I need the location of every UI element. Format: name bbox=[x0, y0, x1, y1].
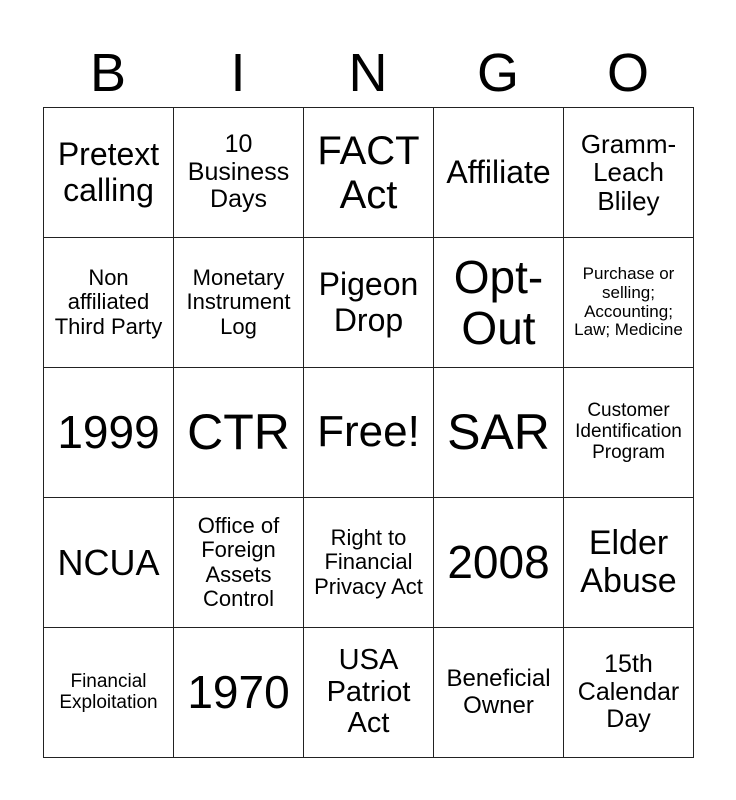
bingo-cell[interactable]: FACT Act bbox=[304, 108, 434, 238]
bingo-header bbox=[43, 40, 693, 106]
bingo-cell[interactable]: Monetary Instrument Log bbox=[174, 238, 304, 368]
bingo-cell[interactable]: Non affiliated Third Party bbox=[44, 238, 174, 368]
bingo-cell[interactable]: Affiliate bbox=[434, 108, 564, 238]
bingo-cell[interactable]: 1970 bbox=[174, 628, 304, 758]
bingo-cell[interactable]: CTR bbox=[174, 368, 304, 498]
bingo-cell[interactable]: NCUA bbox=[44, 498, 174, 628]
header-letter-g: G bbox=[476, 43, 519, 103]
bingo-cell[interactable]: Right to Financial Privacy Act bbox=[304, 498, 434, 628]
bingo-cell[interactable]: Beneficial Owner bbox=[434, 628, 564, 758]
bingo-row bbox=[44, 238, 694, 368]
bingo-cell[interactable]: Pretext calling bbox=[44, 108, 174, 238]
bingo-cell[interactable]: 10 Business Days bbox=[174, 108, 304, 238]
bingo-cell[interactable]: 15th Calendar Day bbox=[564, 628, 694, 758]
bingo-row bbox=[44, 368, 694, 498]
bingo-row bbox=[44, 498, 694, 628]
bingo-cell[interactable]: 2008 bbox=[434, 498, 564, 628]
header-letter-i: I bbox=[230, 43, 246, 103]
header-letter-b: B bbox=[89, 43, 127, 103]
bingo-row bbox=[44, 108, 694, 238]
bingo-cell[interactable]: Financial Exploitation bbox=[44, 628, 174, 758]
bingo-cell[interactable]: Elder Abuse bbox=[564, 498, 694, 628]
bingo-cell[interactable]: SAR bbox=[434, 368, 564, 498]
bingo-cell[interactable]: Opt-Out bbox=[434, 238, 564, 368]
bingo-card bbox=[43, 107, 694, 758]
bingo-cell[interactable]: Customer Identification Program bbox=[564, 368, 694, 498]
bingo-cell[interactable]: Free! bbox=[304, 368, 434, 498]
bingo-cell[interactable]: Office of Foreign Assets Control bbox=[174, 498, 304, 628]
bingo-cell[interactable]: Gramm-Leach Bliley bbox=[564, 108, 694, 238]
bingo-cell[interactable]: USA Patriot Act bbox=[304, 628, 434, 758]
bingo-cell[interactable]: 1999 bbox=[44, 368, 174, 498]
header-letter-o: O bbox=[606, 43, 649, 103]
bingo-cell[interactable]: Pigeon Drop bbox=[304, 238, 434, 368]
bingo-cell[interactable]: Purchase or selling; Accounting; Law; Medicine bbox=[564, 238, 694, 368]
bingo-row bbox=[44, 628, 694, 758]
header-letter-n: N bbox=[348, 43, 388, 103]
